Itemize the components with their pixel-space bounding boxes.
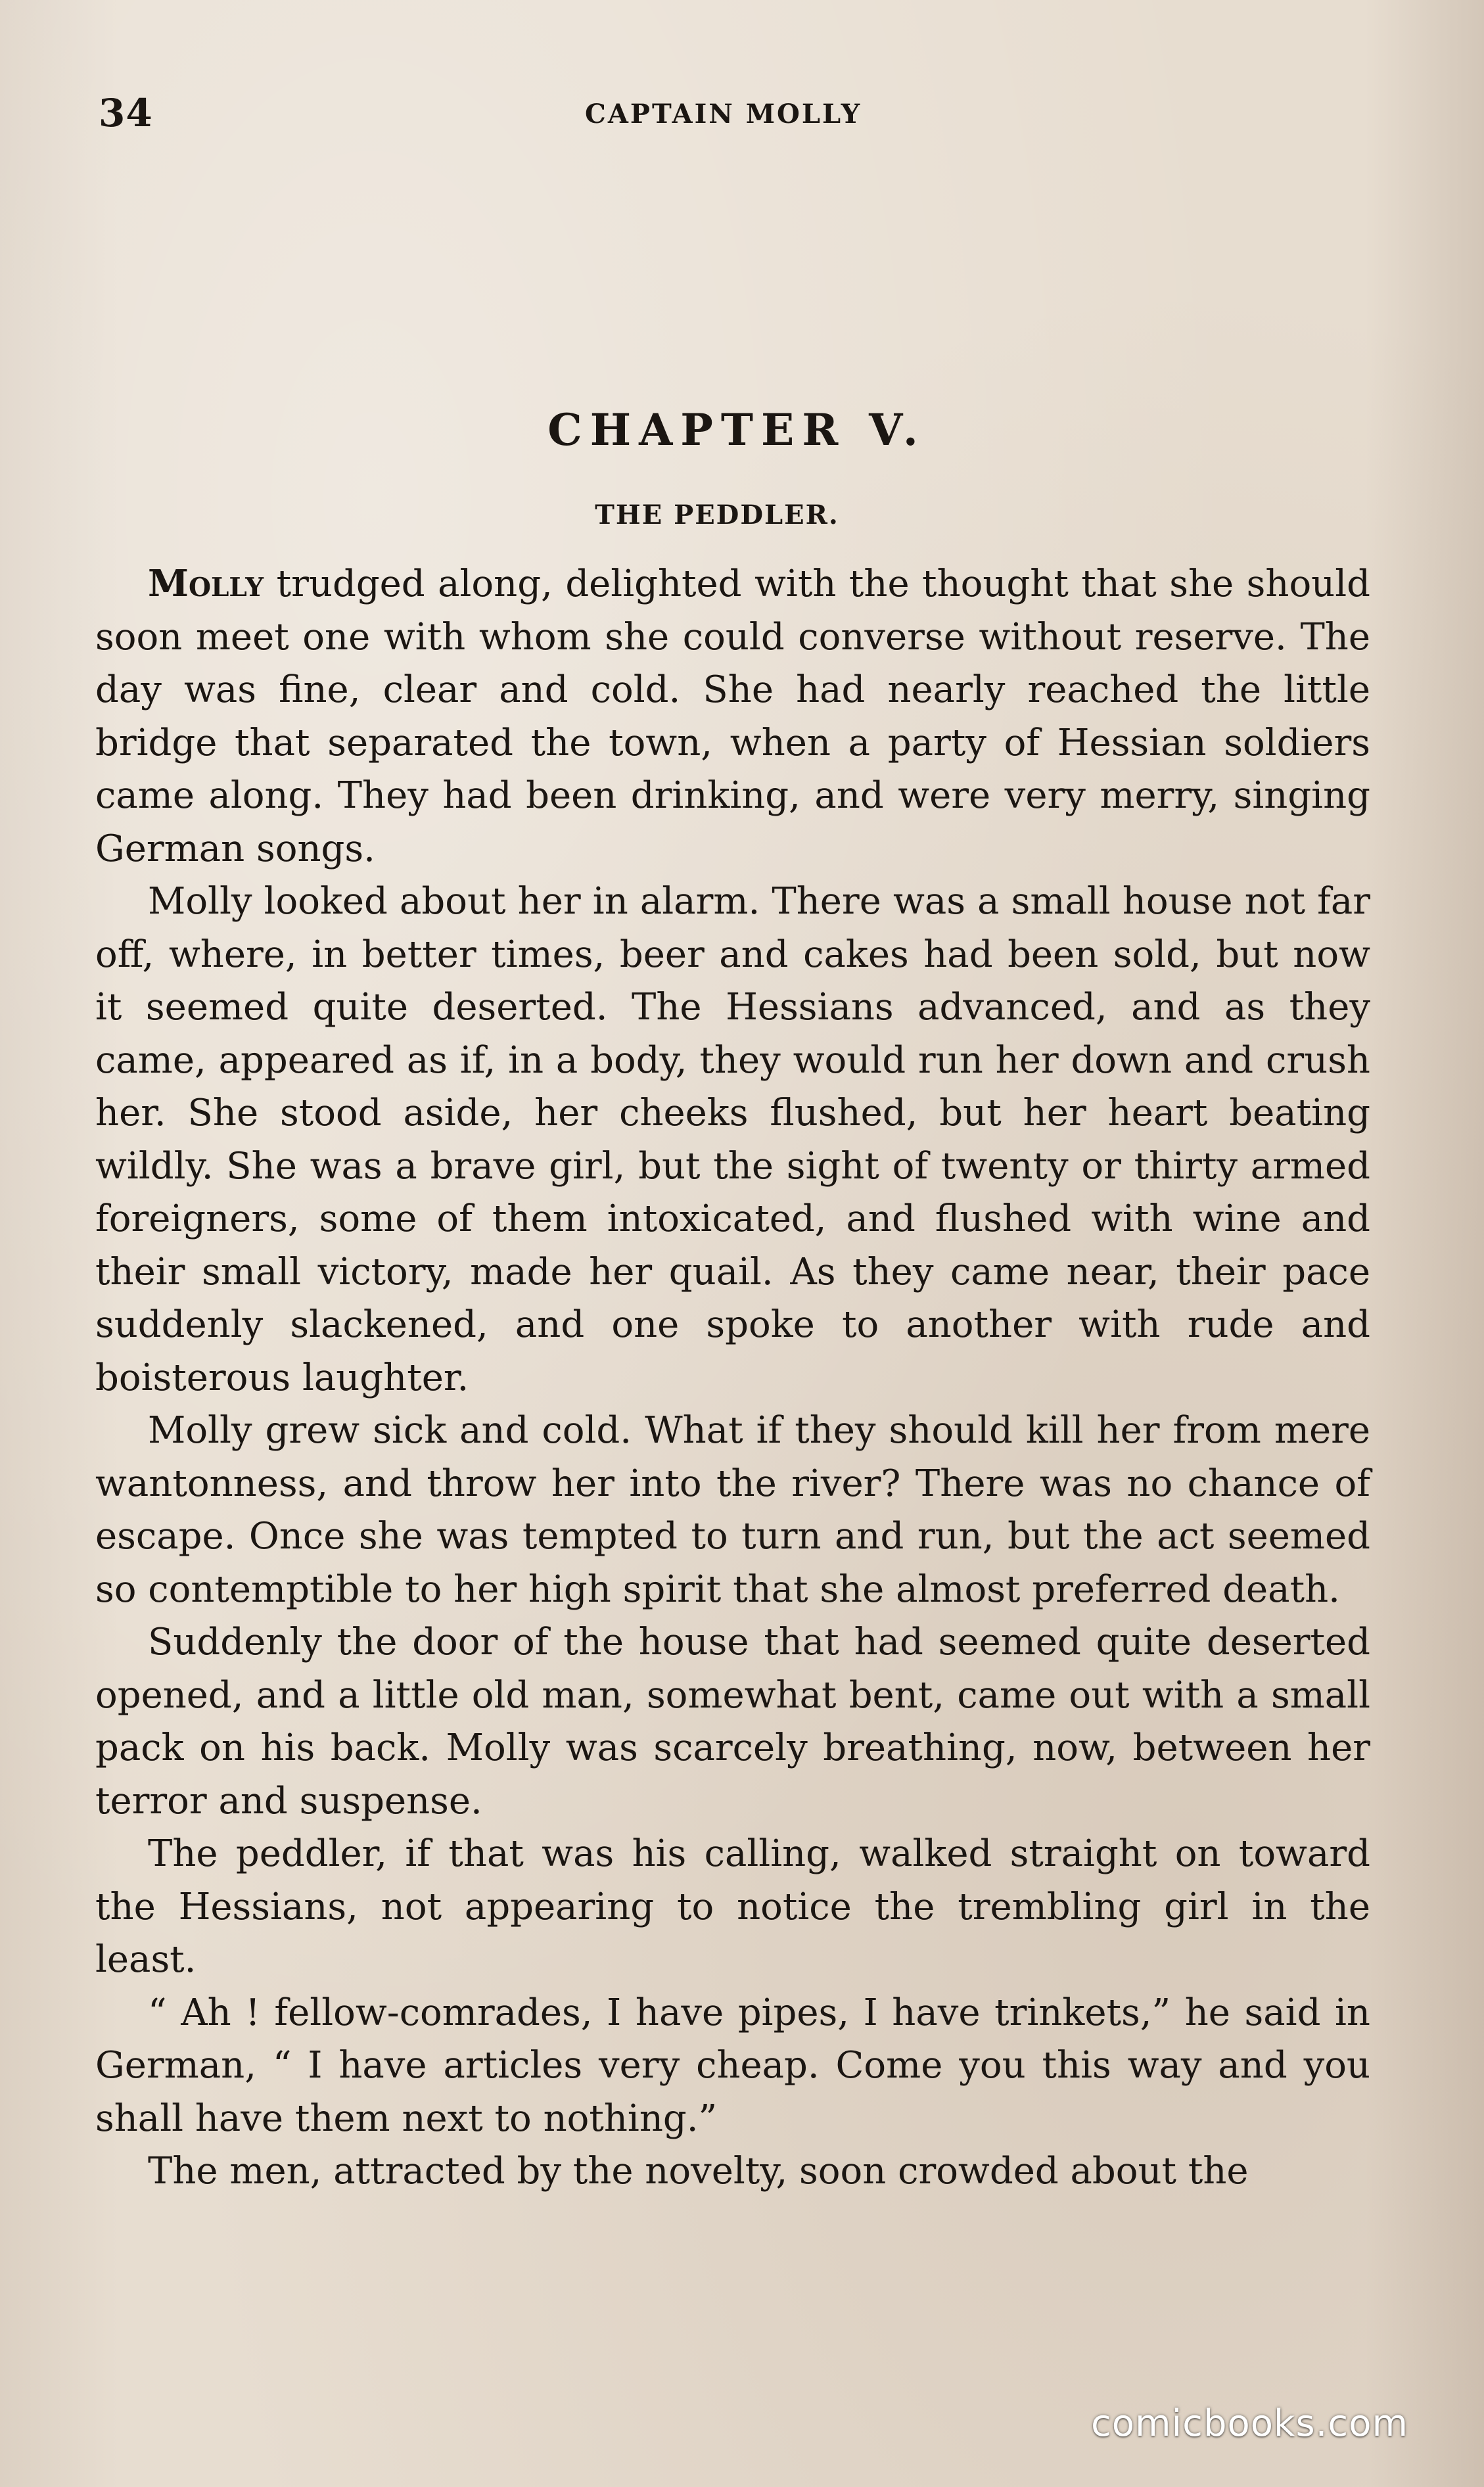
page-header [99,91,1347,143]
chapter-subtitle: THE PEDDLER. [595,500,839,530]
watermark: comicbooks.com [1091,2402,1409,2445]
paragraph-text: Molly grew sick and cold. What if they should kill her from mere wantonness, and throw her into the river? There was no chance of escape. Once she was tempted to turn and run, but the act seemed so contemptible to her high spirit that she almost preferred death. [95,1409,1370,1611]
paragraph-2 [95,875,1370,1405]
paragraph-text: The men, attracted by the novelty, soon crowded about the [148,2150,1249,2193]
chapter-title: CHAPTER V. [547,404,926,455]
paragraph-text: Molly looked about her in alarm. There was a small house not far off, where, in better times, beer and cakes had been sold, but now it seemed quite deserted. The Hessians advanced, and as they came, appeared as if, in a body, they would run her down and crush her. She stood aside, her cheeks flushed, but her heart beating wildly. She was a brave girl, but the sight of twenty or thirty armed foreigners, some of them intoxicated, and flushed with wine and their small victory, made her quail. As they came near, their pace suddenly slackened, and one spoke to another with rude and boisterous laughter. [95,880,1370,1399]
paragraph-6 [95,1987,1370,2146]
paragraph-text: trudged along, delighted with the thought that she should soon meet one with whom she could converse without reserve. The day was fine, clear and cold. She had nearly reached the little bridge that separated the town, when a party of Hessian soldiers came along. They had been drinking, and were very merry, singing German songs. [95,563,1370,870]
paragraph-text: “ Ah ! fellow-comrades, I have pipes, I have trinkets,” he said in German, “ I have articles very cheap. Come you this way and you shall have them next to nothing.” [95,1991,1370,2140]
chapter-body [95,557,1370,2198]
page-number: 34 [99,91,153,135]
paragraph-4 [95,1616,1370,1828]
paragraph-lead: Molly [148,562,264,605]
paragraph-5 [95,1828,1370,1987]
paragraph-text: The peddler, if that was his calling, walked straight on toward the Hessians, not appearing to notice the trembling girl in the least. [95,1832,1370,1981]
paragraph-1 [95,557,1370,875]
running-head: CAPTAIN MOLLY [585,99,862,129]
paragraph-7 [95,2145,1370,2198]
paragraph-3 [95,1405,1370,1616]
paragraph-text: Suddenly the door of the house that had seemed quite deserted opened, and a little old man, somewhat bent, came out with a small pack on his back. Molly was scarcely breathing, now, between her terror and suspense. [95,1621,1370,1823]
